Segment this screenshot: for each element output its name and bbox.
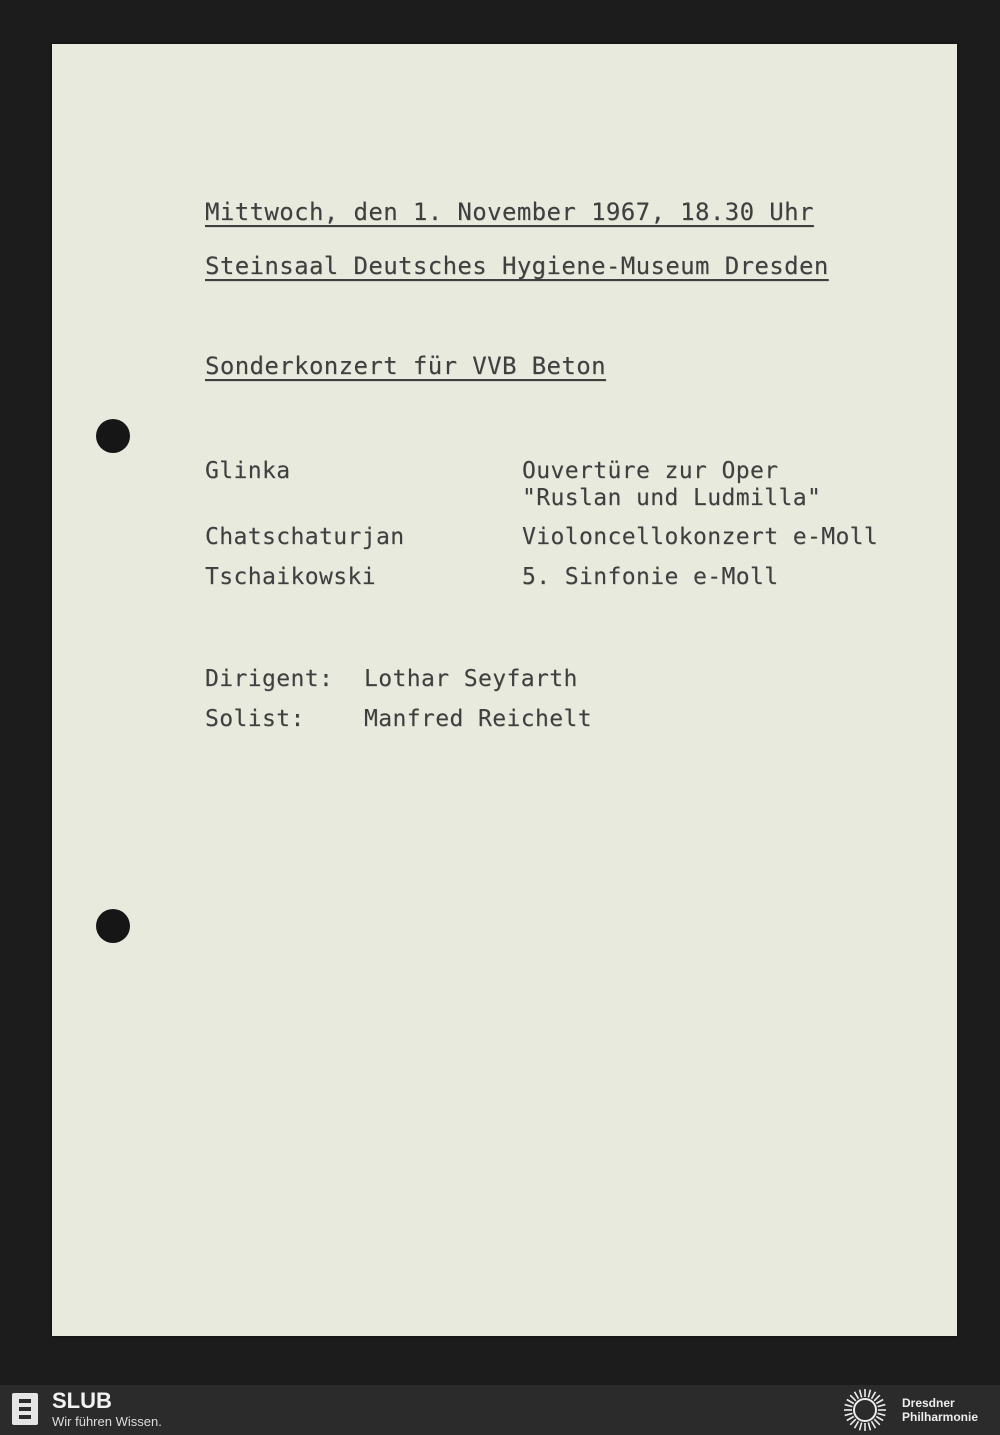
sun-ray [874, 1419, 880, 1425]
punch-hole [96, 909, 130, 943]
sun-ray [876, 1400, 883, 1404]
sun-ray [855, 1392, 859, 1399]
work-glinka-line2: "Ruslan und Ludmilla" [522, 485, 822, 511]
sun-ray [850, 1419, 856, 1425]
concert-title: Sonderkonzert für VVB Beton [205, 352, 606, 380]
philharmonie-line1: Dresdner [902, 1396, 955, 1410]
slub-logo-tagline: Wir führen Wissen. [52, 1414, 162, 1429]
work-glinka-line1: Ouvertüre zur Oper [522, 458, 779, 484]
composer-tschaikowski: Tschaikowski [205, 564, 376, 590]
philharmonie-sun-icon [842, 1387, 888, 1433]
sun-ray [868, 1423, 870, 1431]
philharmonie-logo-name[interactable] [902, 1396, 997, 1424]
venue-heading: Steinsaal Deutsches Hygiene-Museum Dresden [205, 252, 829, 280]
slub-book-icon [12, 1393, 38, 1425]
sun-ray [845, 1413, 853, 1415]
sun-ray [872, 1392, 876, 1399]
sun-ray [868, 1390, 870, 1398]
sun-ray [845, 1405, 853, 1407]
slub-logo-name[interactable]: SLUB [52, 1388, 112, 1413]
sun-ray [874, 1395, 880, 1401]
sun-ray [878, 1405, 886, 1407]
sun-ray [850, 1395, 856, 1401]
conductor-label: Dirigent: [205, 666, 334, 692]
sun-ray [876, 1417, 883, 1421]
soloist-name: Manfred Reichelt [364, 706, 592, 732]
work-chatschaturjan: Violoncellokonzert e-Moll [522, 524, 879, 550]
sun-ray [847, 1417, 854, 1421]
date-heading: Mittwoch, den 1. November 1967, 18.30 Uhr [205, 198, 814, 226]
punch-hole [96, 419, 130, 453]
conductor-name: Lothar Seyfarth [364, 666, 578, 692]
soloist-label: Solist: [205, 706, 305, 732]
philharmonie-line2: Philharmonie [902, 1410, 979, 1424]
sun-ray [878, 1413, 886, 1415]
sun-ray [855, 1421, 859, 1428]
sun-ray [872, 1421, 876, 1428]
composer-glinka: Glinka [205, 458, 291, 484]
sun-ray [860, 1423, 862, 1431]
sun-ray [860, 1390, 862, 1398]
work-tschaikowski: 5. Sinfonie e-Moll [522, 564, 779, 590]
sun-ray [847, 1400, 854, 1404]
composer-chatschaturjan: Chatschaturjan [205, 524, 405, 550]
